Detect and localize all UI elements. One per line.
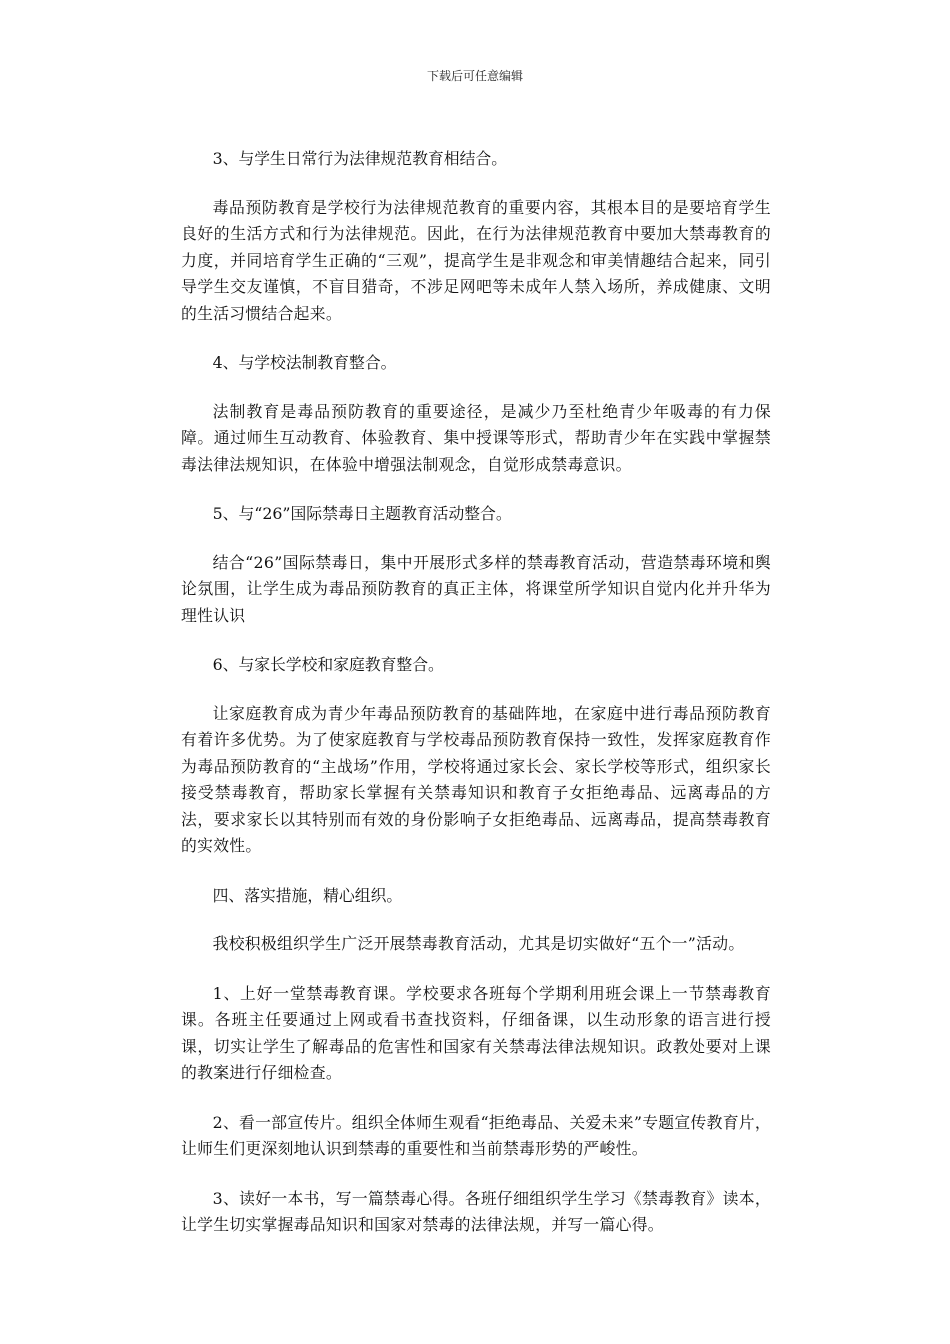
list-item-3: 3、读好一本书，写一篇禁毒心得。各班仔细组织学生学习《禁毒教育》读本，让学生切实掌握毒品知识和国家对禁毒的法律法规，并写一篇心得。 xyxy=(181,1188,771,1234)
paragraph: 毒品预防教育是学校行为法律规范教育的重要内容，其根本目的是要培育学生良好的生活方式和行为法律规范。因此，在行为法律规范教育中要加大禁毒教育的力度，并同培育学生正确的“三观”，提高学生是非观念和审美情趣结合起来，同引导学生交友谨慎，不盲目猎奇，不涉足网吧等未成年人禁入场所，养成健康、文明的生活习惯结合起来。 xyxy=(181,197,771,323)
paragraph: 结合“26”国际禁毒日，集中开展形式多样的禁毒教育活动，营造禁毒环境和舆论氛围，让学生成为毒品预防教育的真正主体，将课堂所学知识自觉内化并升华为理性认识 xyxy=(181,552,771,625)
section-heading-3: 3、与学生日常行为法律规范教育相结合。 xyxy=(212,149,507,168)
document-body xyxy=(181,146,771,1262)
list-item-1: 1、上好一堂禁毒教育课。学校要求各班每个学期利用班会课上一节禁毒教育课。各班主任要通过上网或看书查找资料，仔细备课，以生动形象的语言进行授课，切实让学生了解毒品的危害性和国家有关禁毒法律法规知识。政教处要对上课的教案进行仔细检查。 xyxy=(181,983,771,1082)
section-heading-5: 5、与“26”国际禁毒日主题教育活动整合。 xyxy=(212,504,512,523)
paragraph: 法制教育是毒品预防教育的重要途径，是减少乃至杜绝青少年吸毒的有力保障。通过师生互动教育、体验教育、集中授课等形式，帮助青少年在实践中掌握禁毒法律法规知识，在体验中增强法制观念，自觉形成禁毒意识。 xyxy=(181,401,771,474)
paragraph: 我校积极组织学生广泛开展禁毒教育活动，尤其是切实做好“五个一”活动。 xyxy=(212,934,745,953)
section-heading-four: 四、落实措施，精心组织。 xyxy=(212,885,403,905)
section-heading-4: 4、与学校法制教育整合。 xyxy=(212,353,397,372)
section-heading-6: 6、与家长学校和家庭教育整合。 xyxy=(212,655,444,674)
paragraph: 让家庭教育成为青少年毒品预防教育的基础阵地，在家庭中进行毒品预防教育有着许多优势。为了使家庭教育与学校毒品预防教育保持一致性，发挥家庭教育作为毒品预防教育的“主战场”作用，学校将通过家长会、家长学校等形式，组织家长接受禁毒教育，帮助家长掌握有关禁毒知识和教育子女拒绝毒品、远离毒品的方法，要求家长以其特别而有效的身份影响子女拒绝毒品、远离毒品，提高禁毒教育的实效性。 xyxy=(181,703,771,855)
list-item-2: 2、看一部宣传片。组织全体师生观看“拒绝毒品、关爱未来”专题宣传教育片，让师生们更深刻地认识到禁毒的重要性和当前禁毒形势的严峻性。 xyxy=(181,1112,771,1158)
page-header-note: 下载后可任意编辑 xyxy=(426,69,523,83)
